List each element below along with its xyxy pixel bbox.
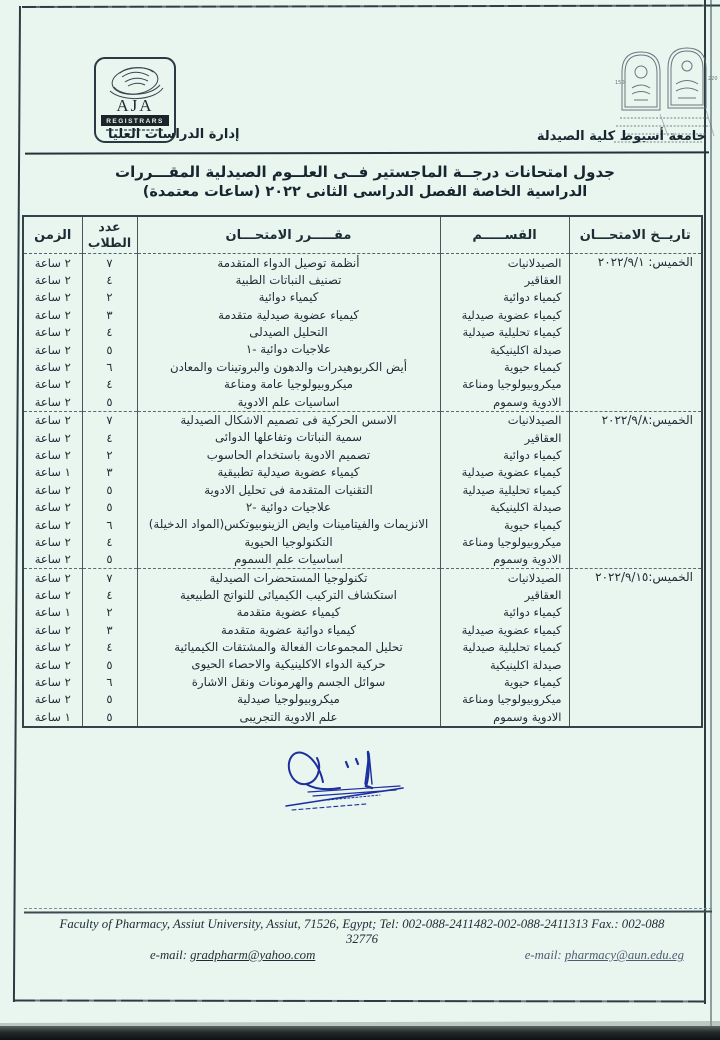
- students-count-cell: ٤: [82, 533, 137, 550]
- department-cell: العقاقير: [440, 429, 569, 446]
- exam-duration-cell: ٢ ساعة: [23, 621, 82, 638]
- paper-edge-left: [13, 6, 21, 1002]
- department-cell: كيمياء عضوية صيدلية: [440, 464, 569, 481]
- students-count-cell: ٥: [82, 341, 137, 358]
- header-department: القســـــم: [440, 216, 569, 254]
- header-students-line1: عدد: [98, 219, 121, 235]
- paper-edge-bottom: [13, 1000, 705, 1003]
- exam-duration-cell: ٢ ساعة: [23, 569, 82, 587]
- exam-duration-cell: ١ ساعة: [23, 464, 82, 481]
- students-count-cell: ٥: [82, 691, 137, 708]
- course-cell: سوائل الجسم والهرمونات ونقل الاشارة: [137, 673, 440, 690]
- footer-address-line2: 32776: [346, 932, 378, 946]
- stamp-mark-left: 150: [615, 80, 625, 86]
- course-cell: ميكروبيولوجيا صيدلية: [137, 691, 440, 708]
- title-line-1: جدول امتحانات درجــة الماجستير فــى العلــوم الصيدلية المقـــررات: [115, 163, 615, 181]
- exam-date-cell: الخميس:٢٠٢٢/٩/٨: [569, 411, 702, 569]
- course-cell: كيمياء عضوية صيدلية متقدمة: [137, 306, 440, 323]
- header-exam-date: تاريــخ الامتحـــان: [569, 216, 702, 254]
- table-header-row: [23, 216, 702, 254]
- exam-duration-cell: ٢ ساعة: [23, 429, 82, 446]
- exam-duration-cell: ٢ ساعة: [23, 411, 82, 429]
- course-cell: ميكروبيولوجيا عامة ومناعة: [137, 376, 440, 393]
- scanner-bed-band: [0, 1026, 720, 1040]
- department-cell: كيمياء حيوية: [440, 673, 569, 690]
- students-count-cell: ٣: [82, 306, 137, 323]
- header-time: الزمن: [23, 216, 82, 254]
- students-count-cell: ٥: [82, 498, 137, 515]
- department-cell: صيدلة اكلينيكية: [440, 341, 569, 358]
- exam-row: [23, 254, 702, 272]
- students-count-cell: ٤: [82, 586, 137, 603]
- course-cell: علم الادوية التجريبى: [137, 708, 440, 726]
- department-cell: كيمياء حيوية: [440, 358, 569, 375]
- department-cell: كيمياء تحليلية صيدلية: [440, 324, 569, 341]
- students-count-cell: ٤: [82, 376, 137, 393]
- course-cell: كيمياء دوائية: [137, 289, 440, 306]
- students-count-cell: ٦: [82, 516, 137, 533]
- footer-divider-dashed: [24, 908, 712, 909]
- title-line-2: الدراسية الخاصة الفصل الدراسى الثانى ٢٠٢٢ (ساعات معتمدة): [142, 184, 588, 200]
- students-count-cell: ٧: [82, 411, 137, 429]
- exam-duration-cell: ٢ ساعة: [23, 376, 82, 393]
- department-cell: صيدلة اكلينيكية: [440, 656, 569, 673]
- students-count-cell: ٥: [82, 708, 137, 726]
- exam-duration-cell: ٢ ساعة: [23, 306, 82, 323]
- exam-row: [23, 411, 702, 429]
- email-label-right: e-mail:: [524, 948, 565, 962]
- footer-email-right: [525, 948, 684, 963]
- exam-duration-cell: ٢ ساعة: [23, 691, 82, 708]
- email-gradpharm: gradpharm@yahoo.com: [190, 948, 316, 962]
- department-cell: الصيدلانيات: [440, 569, 569, 587]
- aja-logo-text: AJA: [116, 96, 154, 115]
- exam-duration-cell: ٢ ساعة: [23, 324, 82, 341]
- course-cell: علاجيات دوائية -٢: [137, 498, 440, 515]
- course-cell: التكنولوجيا الحيوية: [137, 533, 440, 550]
- exam-duration-cell: ٢ ساعة: [23, 341, 82, 358]
- department-cell: كيمياء دوائية: [440, 446, 569, 463]
- course-cell: كيمياء دوائية عضوية متقدمة: [137, 621, 440, 638]
- department-cell: الادوية وسموم: [440, 708, 569, 726]
- exam-duration-cell: ٢ ساعة: [23, 481, 82, 498]
- exam-duration-cell: ٢ ساعة: [23, 673, 82, 690]
- department-cell: صيدلة اكلينيكية: [440, 498, 569, 515]
- exam-duration-cell: ٢ ساعة: [23, 533, 82, 550]
- header-divider: [25, 151, 709, 154]
- exam-row: [23, 569, 702, 587]
- students-count-cell: ٢: [82, 604, 137, 621]
- exam-duration-cell: ٢ ساعة: [23, 289, 82, 306]
- exam-schedule-table: [22, 215, 703, 728]
- department-cell: العقاقير: [440, 271, 569, 288]
- course-cell: اساسيات علم السموم: [137, 551, 440, 569]
- exam-date-cell: الخميس:٢٠٢٢/٩/١٥: [569, 569, 702, 727]
- course-cell: كيمياء عضوية متقدمة: [137, 604, 440, 621]
- exam-duration-cell: ٢ ساعة: [23, 254, 82, 272]
- footer-address-line1: Faculty of Pharmacy, Assiut University, Assiut, 71526, Egypt; Tel: 002-088-2411482-002-088-2411313 Fax.: 002-088: [59, 917, 665, 931]
- students-count-cell: ٢: [82, 289, 137, 306]
- department-cell: الادوية وسموم: [440, 393, 569, 411]
- footer-address: [30, 917, 694, 947]
- exam-duration-cell: ٢ ساعة: [23, 586, 82, 603]
- department-cell: كيمياء تحليلية صيدلية: [440, 481, 569, 498]
- department-cell: كيمياء دوائية: [440, 289, 569, 306]
- exam-duration-cell: ٢ ساعة: [23, 446, 82, 463]
- students-count-cell: ٢: [82, 446, 137, 463]
- university-name: جامعة أسيوط كلية الصيدلة: [536, 129, 706, 144]
- course-cell: أيض الكربوهيدرات والدهون والبروتينات والمعادن: [137, 358, 440, 375]
- stamp-mark-right: 220: [708, 76, 718, 82]
- exam-duration-cell: ١ ساعة: [23, 708, 82, 726]
- department-cell: كيمياء حيوية: [440, 516, 569, 533]
- students-count-cell: ٧: [82, 569, 137, 587]
- students-count-cell: ٤: [82, 271, 137, 288]
- exam-schedule-table-wrap: [22, 215, 701, 728]
- course-cell: الانزيمات والفيتامينات وايض الزينوبيوتكس(المواد الدخيلة): [137, 516, 440, 533]
- students-count-cell: ٦: [82, 673, 137, 690]
- exam-table-body: [23, 254, 702, 727]
- header-students: [82, 216, 137, 254]
- signature: [268, 738, 438, 830]
- students-count-cell: ٥: [82, 656, 137, 673]
- footer-divider: [24, 911, 712, 914]
- course-cell: تحليل المجموعات الفعالة والمشتقات الكيميائية: [137, 639, 440, 656]
- students-count-cell: ٣: [82, 464, 137, 481]
- header-course: مقـــــرر الامتحـــان: [137, 216, 440, 254]
- course-cell: اساسيات علم الادوية: [137, 393, 440, 411]
- department-cell: العقاقير: [440, 586, 569, 603]
- department-cell: كيمياء عضوية صيدلية: [440, 621, 569, 638]
- exam-duration-cell: ٢ ساعة: [23, 271, 82, 288]
- exam-duration-cell: ١ ساعة: [23, 604, 82, 621]
- exam-duration-cell: ٢ ساعة: [23, 393, 82, 411]
- course-cell: أنظمة توصيل الدواء المتقدمة: [137, 254, 440, 272]
- department-cell: الصيدلانيات: [440, 254, 569, 272]
- course-cell: تصنيف النباتات الطبية: [137, 271, 440, 288]
- exam-duration-cell: ٢ ساعة: [23, 358, 82, 375]
- department-cell: الادوية وسموم: [440, 551, 569, 569]
- students-count-cell: ٧: [82, 254, 137, 272]
- department-cell: كيمياء عضوية صيدلية: [440, 306, 569, 323]
- aja-logo-banner-text: REGISTRARS: [106, 118, 164, 125]
- course-cell: سمية النباتات وتفاعلها الدوائى: [137, 429, 440, 446]
- exam-date-cell: الخميس: ٢٠٢٢/٩/١: [569, 254, 702, 412]
- department-cell: ميكروبيولوجيا ومناعة: [440, 691, 569, 708]
- paper-edge-top: [22, 5, 720, 8]
- document-title: [60, 163, 670, 200]
- exam-duration-cell: ٢ ساعة: [23, 498, 82, 515]
- students-count-cell: ٤: [82, 639, 137, 656]
- footer-email-left: [150, 948, 315, 963]
- students-count-cell: ٥: [82, 551, 137, 569]
- email-label-left: e-mail:: [150, 948, 191, 962]
- course-cell: التحليل الصيدلى: [137, 324, 440, 341]
- header-students-line2: الطلاب: [87, 235, 132, 250]
- exam-duration-cell: ٢ ساعة: [23, 639, 82, 656]
- students-count-cell: ٤: [82, 324, 137, 341]
- footer-emails: [30, 948, 694, 963]
- email-pharmacy: pharmacy@aun.edu.eg: [564, 948, 684, 962]
- department-cell: ميكروبيولوجيا ومناعة: [440, 533, 569, 550]
- department-cell: ميكروبيولوجيا ومناعة: [440, 376, 569, 393]
- department-cell: الصيدلانيات: [440, 411, 569, 429]
- course-cell: تكنولوجيا المستحضرات الصيدلية: [137, 569, 440, 587]
- exam-duration-cell: ٢ ساعة: [23, 551, 82, 569]
- students-count-cell: ٦: [82, 358, 137, 375]
- course-cell: كيمياء عضوية صيدلية تطبيقية: [137, 464, 440, 481]
- course-cell: حركية الدواء الاكلينيكية والاحصاء الحيوى: [137, 656, 440, 673]
- students-count-cell: ٣: [82, 621, 137, 638]
- department-cell: كيمياء دوائية: [440, 604, 569, 621]
- graduate-studies-dept-name: إدارة الدراسات العليا: [108, 127, 240, 142]
- students-count-cell: ٤: [82, 429, 137, 446]
- exam-duration-cell: ٢ ساعة: [23, 516, 82, 533]
- course-cell: تصميم الادوية باستخدام الحاسوب: [137, 446, 440, 463]
- students-count-cell: ٥: [82, 481, 137, 498]
- department-cell: كيمياء تحليلية صيدلية: [440, 639, 569, 656]
- exam-duration-cell: ٢ ساعة: [23, 656, 82, 673]
- students-count-cell: ٥: [82, 393, 137, 411]
- course-cell: استكشاف التركيب الكيميائى للنواتج الطبيعية: [137, 586, 440, 603]
- course-cell: الاسس الحركية فى تصميم الاشكال الصيدلية: [137, 411, 440, 429]
- course-cell: التقنيات المتقدمة فى تحليل الادوية: [137, 481, 440, 498]
- course-cell: علاجيات دوائية -١: [137, 341, 440, 358]
